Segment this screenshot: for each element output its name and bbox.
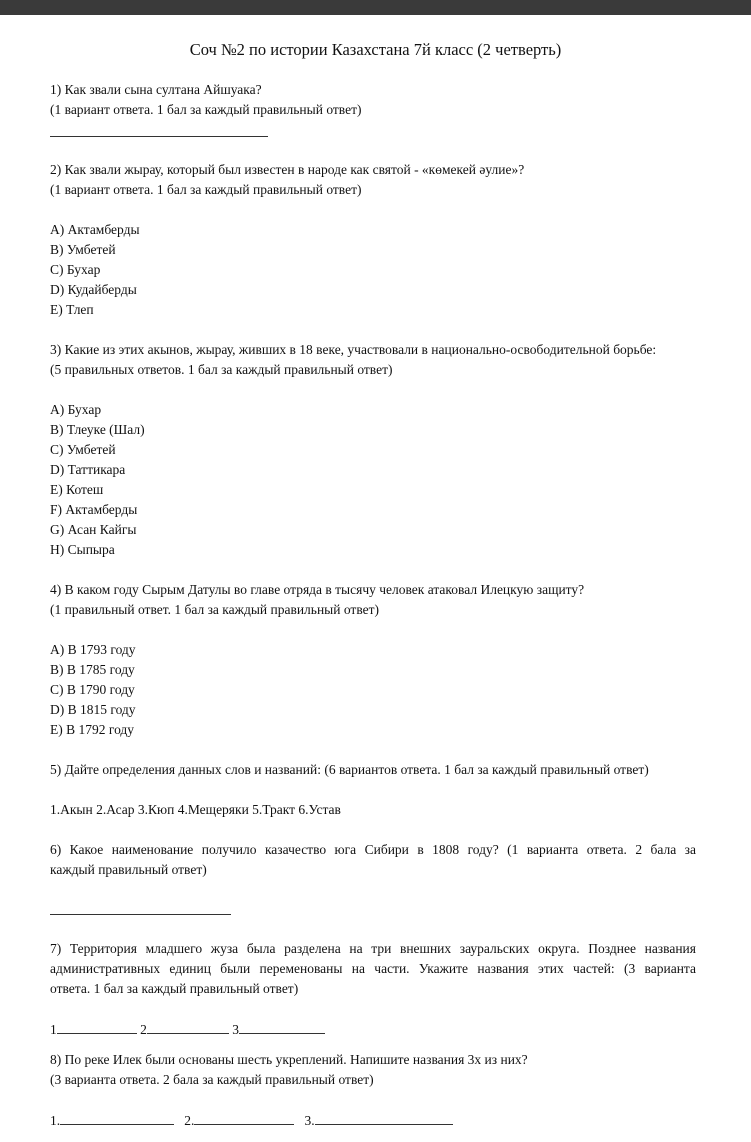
option-c: C) Умбетей [50,442,116,457]
blank-label: 1. [50,1113,61,1128]
option-d: D) Кудайберды [50,282,137,297]
option-b: B) Умбетей [50,242,116,257]
blank-label: 2 [140,1022,147,1037]
question-8-text: 8) По реке Илек были основаны шесть укреплений. Напишите названия 3х из них? [50,1052,528,1067]
option-f: F) Актамберды [50,502,138,517]
option-c: C) В 1790 году [50,682,135,697]
question-6-answer-line[interactable] [50,914,231,915]
question-7-text-end: ответа. 1 бал за каждый правильный ответ) [50,981,299,996]
option-g: G) Асан Кайгы [50,522,137,537]
option-d: D) В 1815 году [50,702,136,717]
blank-label: 3 [232,1022,239,1037]
option-a: A) Актамберды [50,222,140,237]
question-1-note: (1 вариант ответа. 1 бал за каждый правильный ответ) [50,102,362,117]
option-a: A) В 1793 году [50,642,136,657]
answer-blank[interactable] [60,1112,174,1125]
question-7-answer-row [50,1021,325,1038]
question-4-note: (1 правильный ответ. 1 бал за каждый правильный ответ) [50,602,380,617]
question-8-note: (3 варианта ответа. 2 бала за каждый правильный ответ) [50,1072,374,1087]
answer-blank[interactable] [57,1021,137,1034]
page-title: Соч №2 по истории Казахстана 7й класс (2 четверть) [189,40,562,59]
question-6-text-cont: каждый правильный ответ) [50,862,207,877]
question-1-answer-line[interactable] [50,136,268,137]
window-top-bar [0,0,751,15]
answer-blank[interactable] [147,1021,229,1034]
answer-blank[interactable] [194,1112,294,1125]
answer-blank[interactable] [239,1021,325,1034]
blank-label: 1 [50,1022,57,1037]
question-7-text-cont: административных единиц были переменованы на части. Укажите названия этих частей: (3 варианта [50,961,696,976]
blank-label: 3. [304,1113,315,1128]
question-1-text: 1) Как звали сына султана Айшуака? [50,82,262,97]
question-2-text: 2) Как звали жырау, который был известен в народе как святой - «көмекей әулие»? [50,162,525,177]
option-d: D) Таттикара [50,462,126,477]
question-7-text: 7) Территория младшего жуза была разделена на три внешних зауральских округа. Позднее названия [50,941,696,956]
answer-blank[interactable] [315,1112,453,1125]
blank-label: 2. [184,1113,195,1128]
question-6-text: 6) Какое наименование получило казачество юга Сибири в 1808 году? (1 варианта ответа. 2 бала за [50,842,696,857]
question-8-answer-row [50,1112,453,1129]
option-e: E) Котеш [50,482,104,497]
question-3-text: 3) Какие из этих акынов, жырау, живших в 18 веке, участвовали в национально-освободительной борьбе: [50,342,657,357]
question-4-text: 4) В каком году Сырым Датулы во главе отряда в тысячу человек атаковал Илецкую защиту? [50,582,585,597]
option-b: B) Тлеуке (Шал) [50,422,145,437]
option-b: B) В 1785 году [50,662,135,677]
question-3-note: (5 правильных ответов. 1 бал за каждый правильный ответ) [50,362,393,377]
option-c: C) Бухар [50,262,101,277]
option-a: A) Бухар [50,402,102,417]
question-2-note: (1 вариант ответа. 1 бал за каждый правильный ответ) [50,182,362,197]
option-e: E) В 1792 году [50,722,135,737]
option-h: H) Сыпыра [50,542,115,557]
option-e: E) Тлеп [50,302,94,317]
question-5-text: 5) Дайте определения данных слов и названий: (6 вариантов ответа. 1 бал за каждый правильный ответ) [50,762,649,777]
question-5-terms: 1.Акын 2.Асар 3.Кюп 4.Мещеряки 5.Тракт 6.Устав [50,802,341,817]
